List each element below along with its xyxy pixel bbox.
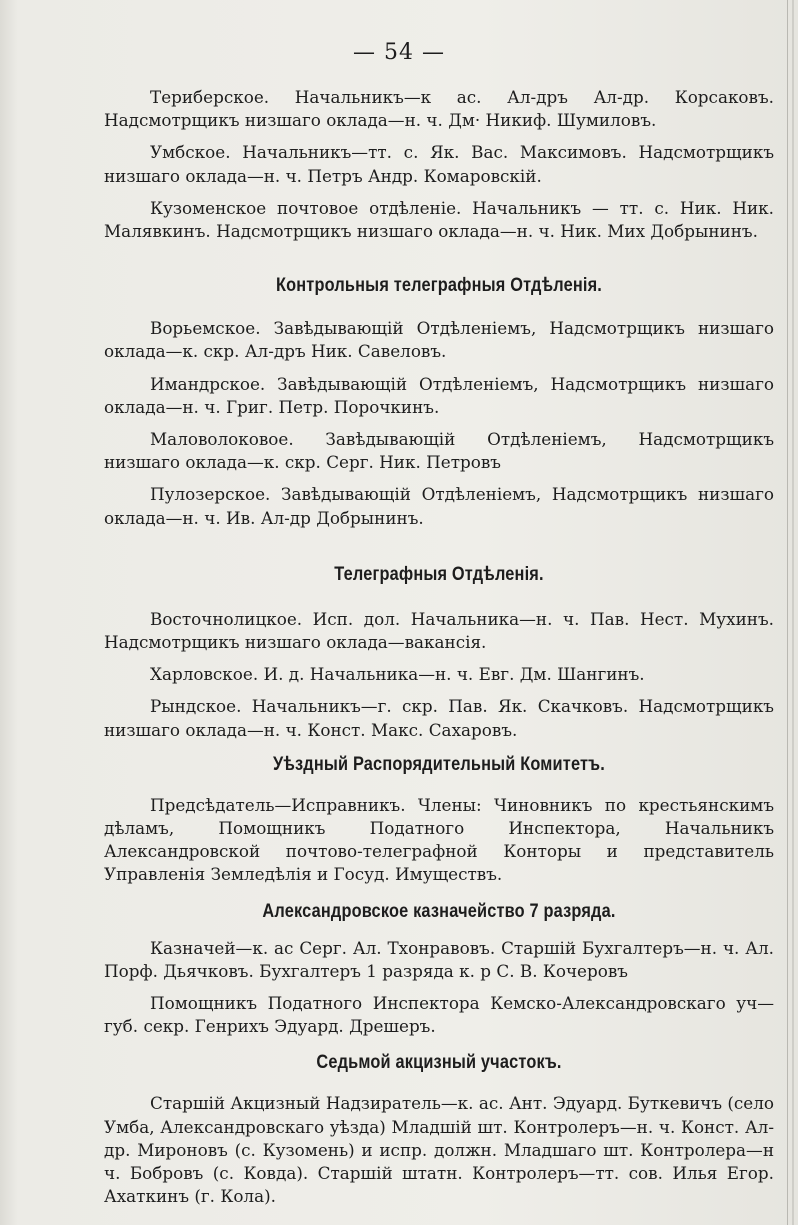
entry-kuzomen: Кузоменское почтовое отдѣленіе. Начальникъ — тт. с. Ник. Ник. Малявкинъ. Надсмотрщикъ низшаго оклада—н. ч. Ник. Мих Добрынинъ.: [104, 197, 774, 242]
entry-kharlovka: Харловское. И. д. Начальника—н. ч. Евг. Дм. Шангинъ.: [150, 664, 645, 685]
entry-vostochnolitsa: Восточнолицкое. Исп. дол. Начальника—н. ч. Пав. Нест. Мухинъ. Надсмотрщикъ низшаго оклада—вакансія.: [104, 608, 774, 653]
entry-committee-members: Предсѣдатель—Исправникъ. Члены: Чиновникъ по крестьянскимъ дѣламъ, Помощникъ Податного Инспектора, Начальникъ Александровской почтово-телеграфной Конторы и представитель Управленія Земледѣлія и Госуд. Имуществъ.: [104, 794, 774, 885]
page-number: — 54 —: [353, 40, 445, 65]
heading-district-committee: Уѣздный Распорядительный Комитетъ.: [273, 753, 605, 775]
heading-control-telegraph: Контрольныя телеграфныя Отдѣленія.: [275, 275, 603, 297]
entry-tax-inspector: Помощникъ Податного Инспектора Кемско-Александровскаго уч— губ. секр. Генрихъ Эдуард. Дрешеръ.: [104, 993, 774, 1037]
page-edge-line: [787, 0, 788, 1225]
entry-treasury-staff: Казначей—к. ас Серг. Ал. Тхонравовъ. Старшій Бухгалтеръ—н. ч. Ал. Порф. Дьячковъ. Бухгалтеръ 1 разряда к. р С. В. Кочеровъ: [104, 937, 774, 981]
heading-treasury: Александровское казначейство 7 разряда.: [262, 900, 616, 922]
entry-malovolokovoe: Маловолоковое. Завѣдывающій Отдѣленіемъ, Надсмотрщикъ низшаго оклада—к. скр. Серг. Ник. Петровъ: [104, 429, 774, 473]
heading-excise-district: Седьмой акцизный участокъ.: [316, 1052, 562, 1074]
page-edge-shadow: [792, 0, 794, 1225]
entry-teriberka: Териберское. Начальникъ—к ас. Ал-дръ Ал-др. Корсаковъ. Надсмотрщикъ низшаго оклада—н. ч. Дм· Никиф. Шумиловъ.: [104, 87, 774, 131]
entry-excise-staff: Старшій Акцизный Надзиратель—к. ас. Ант. Эдуард. Буткевичъ (село Умба, Александровскаго уѣзда) Младшій шт. Контролеръ—н. ч. Конст. Ал-др. Мироновъ (с. Кузомень) и испр. должн. Младшаго шт. Контролера—н ч. Бобровъ (с. Ковда). Старшій штатн. Контролеръ—тт. сов. Илья Егор. Ахаткинъ (г. Кола).: [104, 1093, 774, 1207]
entry-pulozero: Пулозерское. Завѣдывающій Отдѣленіемъ, Надсмотрщикъ низшаго оклада—н. ч. Ив. Ал-др Добрынинъ.: [104, 484, 774, 528]
entry-rynda: Рындское. Начальникъ—г. скр. Пав. Як. Скачковъ. Надсмотрщикъ низшаго оклада—н. ч. Конст. Макс. Сахаровъ.: [104, 696, 774, 740]
entry-vorema: Ворьемское. Завѣдывающій Отдѣленіемъ, Надсмотрщикъ низшаго оклада—к. скр. Ал-дръ Ник. Савеловъ.: [104, 318, 774, 362]
page-content: [104, 86, 774, 1218]
entry-imandra: Имандрское. Завѣдывающій Отдѣленіемъ, Надсмотрщикъ низшаго оклада—н. ч. Григ. Петр. Порочкинъ.: [104, 373, 774, 417]
heading-telegraph: Телеграфныя Отдѣленія.: [334, 563, 544, 585]
entry-umba: Умбское. Начальникъ—тт. с. Як. Вас. Максимовъ. Надсмотрщикъ низшаго оклада—н. ч. Петръ Андр. Комаровскій.: [104, 142, 774, 186]
